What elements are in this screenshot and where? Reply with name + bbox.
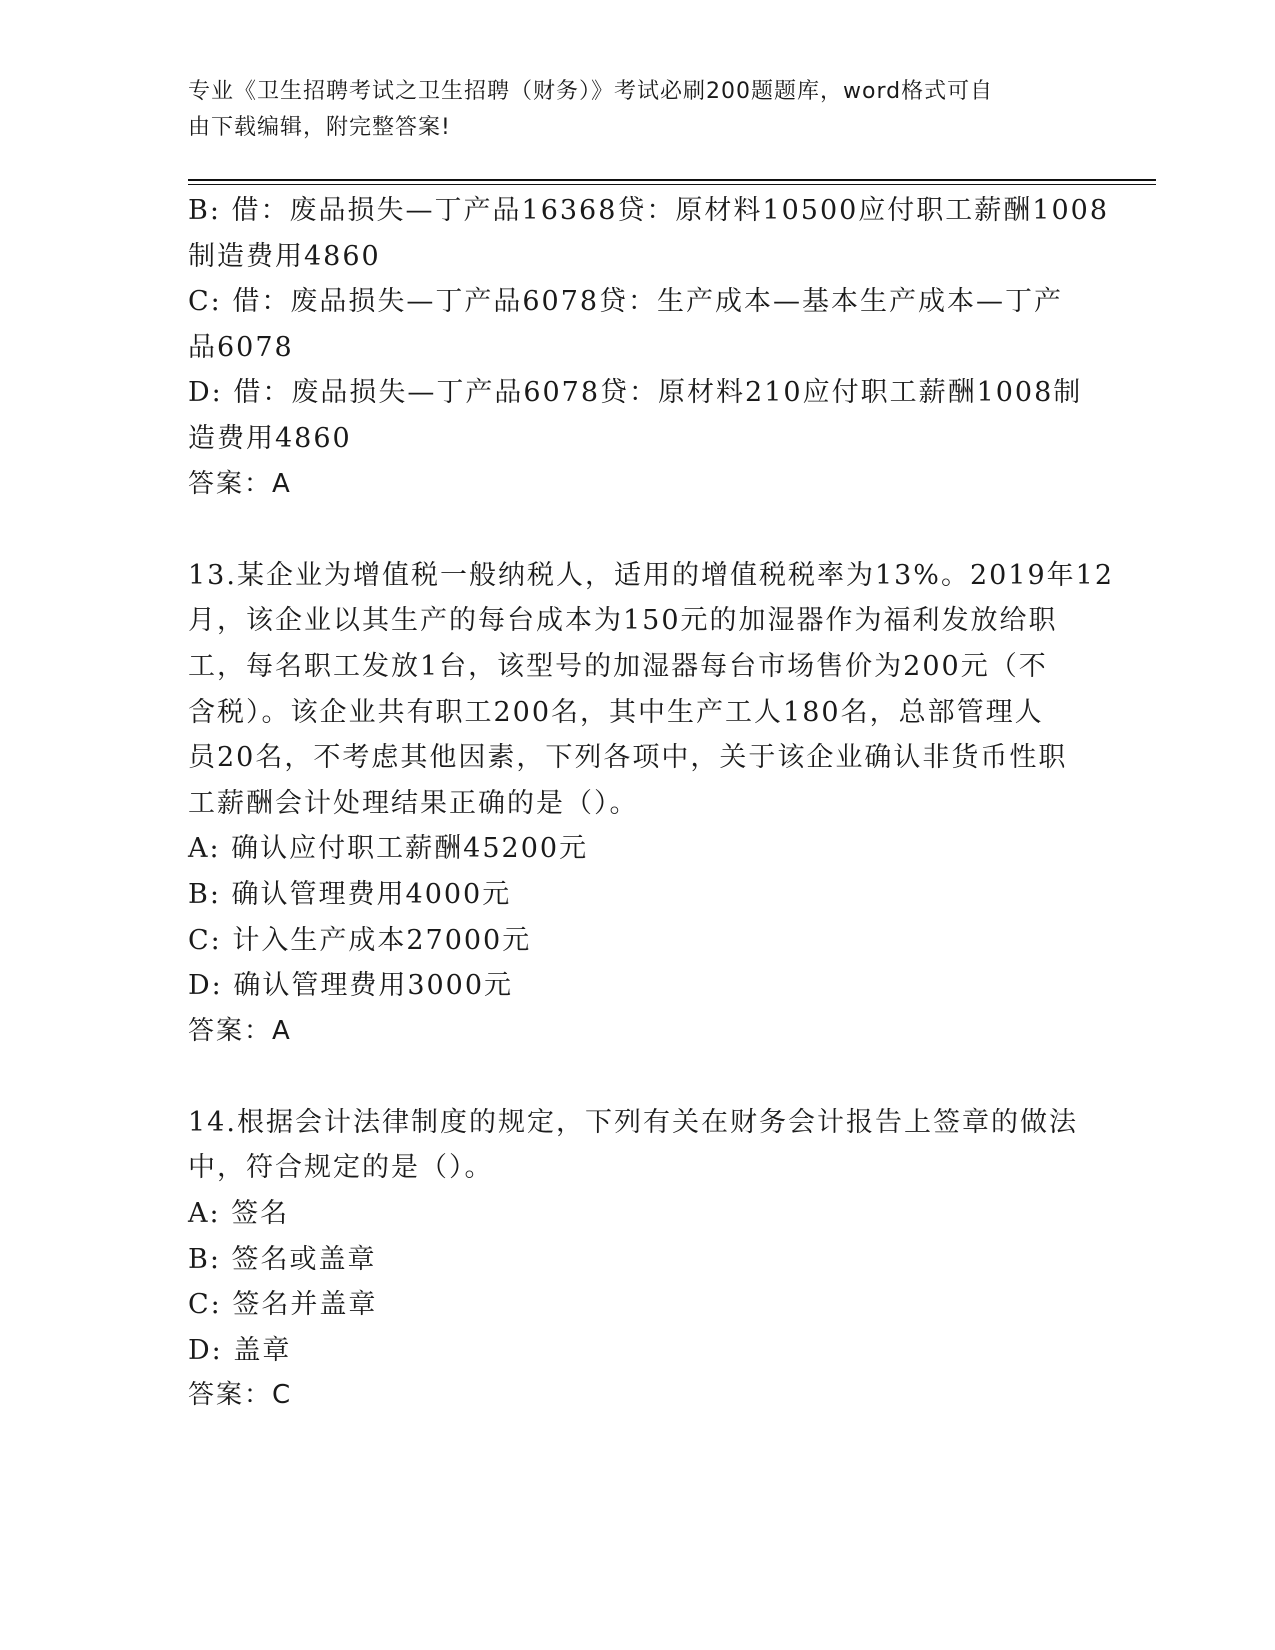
answer: 答案：A [188,1015,292,1046]
header-divider-thick [188,179,1156,181]
question-12-tail [188,188,1110,507]
stem-line: 月，该企业以其生产的每台成本为150元的加湿器作为福利发放给职 [188,605,1058,637]
stem-line: 14.根据会计法律制度的规定，下列有关在财务会计报告上签章的做法 [188,1106,1078,1138]
option-d-line-1: D: 借：废品损失—丁产品6078贷：原材料210应付职工薪酬1008制 [188,377,1083,409]
option-d [188,370,1088,461]
spacer [188,1054,1088,1100]
stem-line: 工薪酬会计处理结果正确的是（）。 [188,787,639,819]
option-a: A: 签名 [188,1198,290,1230]
stem-line: 员20名，不考虑其他因素，下列各项中，关于该企业确认非货币性职 [188,742,1068,774]
option-d: D: 确认管理费用3000元 [188,970,514,1002]
option-b [188,188,1110,279]
option-b-line-2: 制造费用4860 [188,240,381,272]
answer: 答案：A [188,468,292,499]
option-c-line-1: C: 借：废品损失—丁产品6078贷：生产成本—基本生产成本—丁产 [188,286,1064,318]
option-c: C: 签名并盖章 [188,1289,378,1321]
stem-line: 13.某企业为增值税一般纳税人，适用的增值税税率为13%。2019年12 [188,559,1115,591]
option-a: A: 确认应付职工薪酬45200元 [188,833,589,865]
option-d-line-2: 造费用4860 [188,422,352,454]
option-c: C: 计入生产成本27000元 [188,924,532,956]
header-title-line-2: 由下载编辑，附完整答案! [188,115,451,140]
option-c-line-2: 品6078 [188,331,294,363]
document-body [188,188,1115,1419]
stem-line: 中，符合规定的是（）。 [188,1152,494,1184]
stem-line: 工，每名职工发放1台，该型号的加湿器每台市场售价为200元（不 [188,650,1048,682]
option-b: B: 确认管理费用4000元 [188,878,512,910]
question-13 [188,553,1115,1055]
header-divider-thin [188,184,1156,185]
header-title-line-1: 专业《卫生招聘考试之卫生招聘（财务）》考试必刷200题题库，word格式可自 [188,79,994,104]
answer: 答案：C [188,1380,293,1411]
stem-line: 含税）。该企业共有职工200名，其中生产工人180名，总部管理人 [188,696,1044,728]
option-b: B: 签名或盖章 [188,1243,377,1275]
document-header [188,74,1068,146]
option-d: D: 盖章 [188,1334,292,1366]
option-c [188,279,1088,370]
question-stem [188,553,1115,827]
question-stem [188,1100,1088,1191]
option-b-line-1: B: 借：废品损失—丁产品16368贷：原材料10500应付职工薪酬1008 [188,195,1110,226]
question-14 [188,1100,1088,1419]
spacer [188,507,1088,553]
